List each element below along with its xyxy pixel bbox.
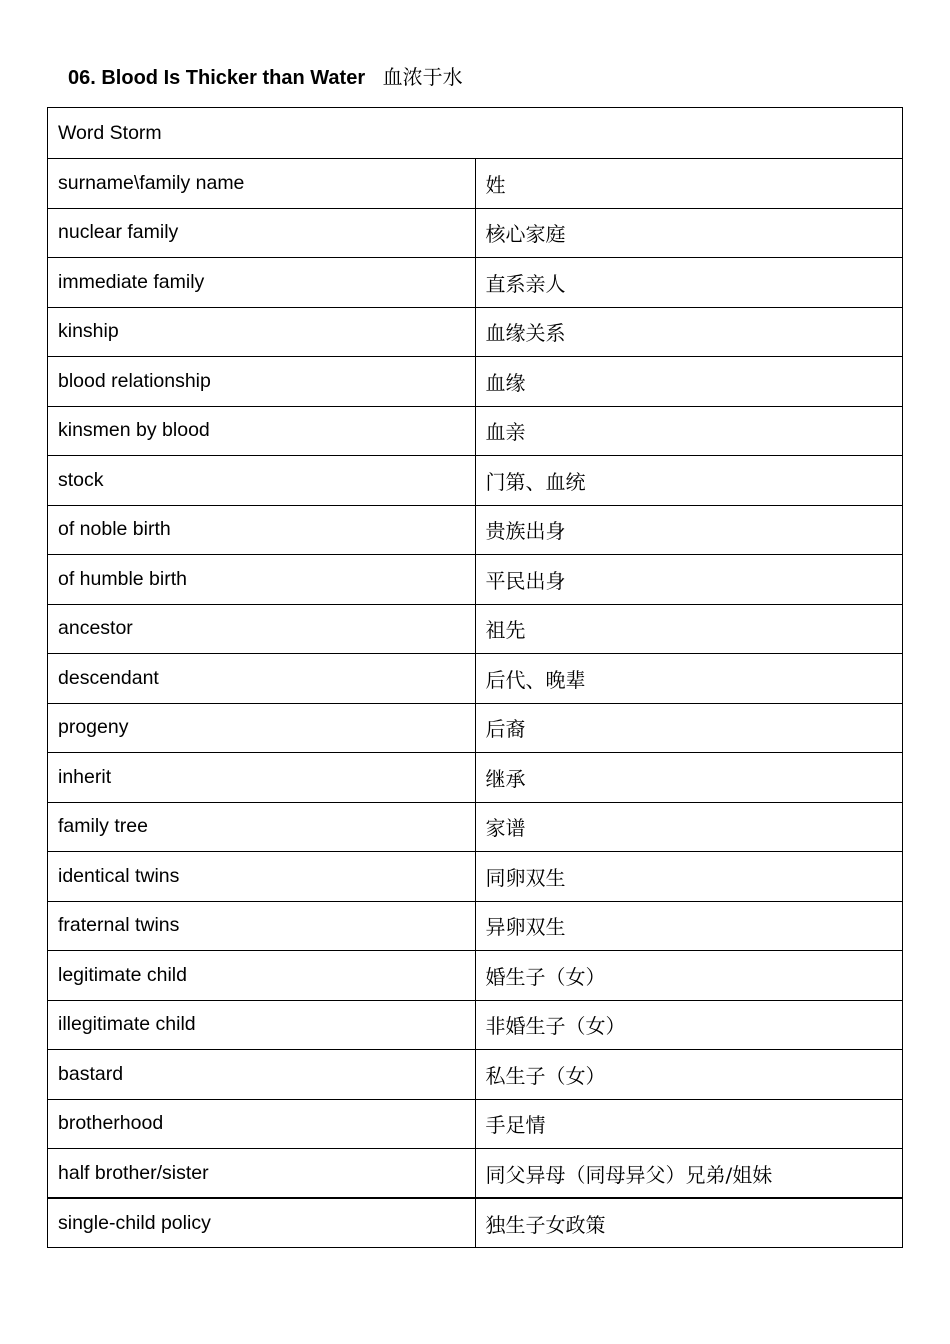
term-chinese: 门第、血统 [475,456,903,506]
table-row [48,703,903,753]
term-chinese: 非婚生子（女） [475,1000,903,1050]
term-chinese: 私生子（女） [475,1050,903,1100]
term-chinese: 婚生子（女） [475,951,903,1001]
table-row [48,753,903,803]
term-english: kinship [48,307,476,357]
term-english: immediate family [48,258,476,308]
term-english: of humble birth [48,555,476,605]
vocabulary-table [47,107,903,1248]
table-row [48,1149,903,1199]
term-english: inherit [48,753,476,803]
term-chinese: 祖先 [475,604,903,654]
term-chinese: 独生子女政策 [475,1198,903,1248]
term-english: ancestor [48,604,476,654]
vocabulary-table-body [48,108,903,1248]
table-row [48,208,903,258]
term-english: kinsmen by blood [48,406,476,456]
table-row [48,307,903,357]
table-row [48,1000,903,1050]
term-chinese: 后代、晚辈 [475,654,903,704]
term-chinese: 血缘 [475,357,903,407]
title-english: 06. Blood Is Thicker than Water [68,67,366,89]
term-chinese: 异卵双生 [475,901,903,951]
term-english: progeny [48,703,476,753]
term-english: of noble birth [48,505,476,555]
term-english: family tree [48,802,476,852]
term-english: blood relationship [48,357,476,407]
table-row [48,1198,903,1248]
term-chinese: 同卵双生 [475,852,903,902]
term-chinese: 核心家庭 [475,208,903,258]
term-english: brotherhood [48,1099,476,1149]
term-chinese: 平民出身 [475,555,903,605]
table-row [48,357,903,407]
table-row [48,852,903,902]
term-chinese: 贵族出身 [475,505,903,555]
term-chinese: 家谱 [475,802,903,852]
table-row [48,505,903,555]
term-chinese: 同父异母（同母异父）兄弟/姐妹 [475,1149,903,1199]
term-english: stock [48,456,476,506]
table-row [48,1050,903,1100]
table-row [48,258,903,308]
table-row [48,901,903,951]
term-english: descendant [48,654,476,704]
term-english: fraternal twins [48,901,476,951]
term-english: illegitimate child [48,1000,476,1050]
page-title [68,62,463,93]
term-english: half brother/sister [48,1149,476,1199]
term-english: nuclear family [48,208,476,258]
term-chinese: 后裔 [475,703,903,753]
table-row [48,159,903,209]
table-row [48,1099,903,1149]
table-header-cell: Word Storm [48,108,903,159]
term-english: surname\family name [48,159,476,209]
table-row [48,406,903,456]
table-row [48,604,903,654]
term-chinese: 姓 [475,159,903,209]
table-row [48,456,903,506]
table-row [48,802,903,852]
term-chinese: 手足情 [475,1099,903,1149]
term-chinese: 直系亲人 [475,258,903,308]
table-row [48,951,903,1001]
term-english: bastard [48,1050,476,1100]
term-chinese: 血亲 [475,406,903,456]
term-english: identical twins [48,852,476,902]
term-english: legitimate child [48,951,476,1001]
term-chinese: 血缘关系 [475,307,903,357]
term-chinese: 继承 [475,753,903,803]
title-chinese: 血浓于水 [382,65,463,89]
table-header-row [48,108,903,159]
table-row [48,654,903,704]
table-row [48,555,903,605]
term-english: single-child policy [48,1198,476,1248]
